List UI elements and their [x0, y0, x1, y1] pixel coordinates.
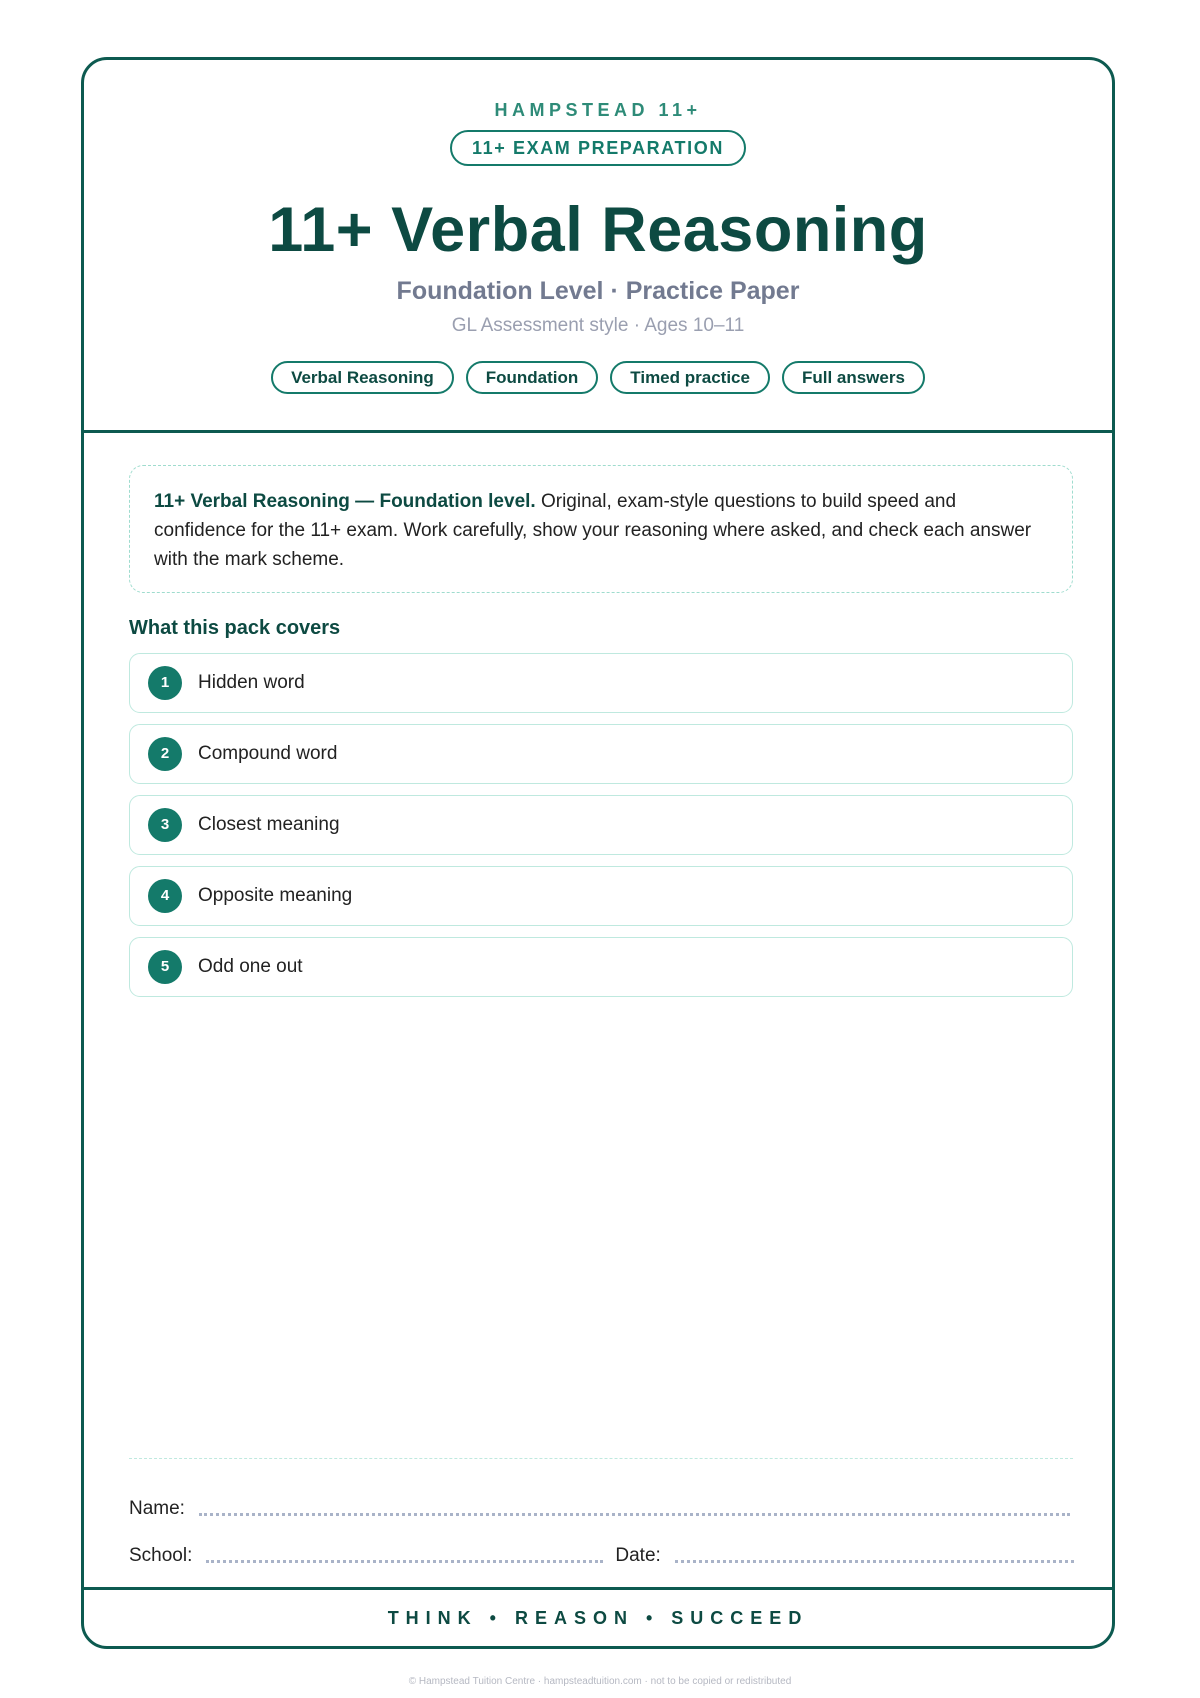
- brand-name: HAMPSTEAD 11+: [494, 100, 702, 120]
- school-label: School:: [129, 1545, 193, 1566]
- item-label: Closest meaning: [198, 814, 340, 835]
- page-title: 11+ Verbal Reasoning: [268, 195, 928, 265]
- item-label: Opposite meaning: [198, 885, 353, 906]
- intro-box: [129, 465, 1073, 593]
- tag-verbal-reasoning: Verbal Reasoning: [271, 361, 454, 394]
- list-item: [129, 653, 1073, 713]
- item-number-badge: 1: [148, 666, 182, 700]
- exam-prep-badge: 11+ EXAM PREPARATION: [450, 130, 746, 166]
- contents-title: What this pack covers: [129, 617, 341, 639]
- item-number-badge: 4: [148, 879, 182, 913]
- list-item: [129, 937, 1073, 997]
- page-subtitle: Foundation Level · Practice Paper: [396, 277, 800, 305]
- school-field[interactable]: [206, 1560, 603, 1563]
- copyright-notice: © Hampstead Tuition Centre · hampsteadtuition.com · not to be copied or redistributed: [408, 1676, 792, 1687]
- date-label: Date:: [615, 1545, 661, 1566]
- form-divider: [129, 1458, 1073, 1459]
- school-date-row: [129, 1545, 1074, 1567]
- contents-list: [129, 653, 1073, 1008]
- page-meta: GL Assessment style · Ages 10–11: [451, 315, 745, 336]
- name-field[interactable]: [199, 1513, 1070, 1516]
- intro-text: Original, exam-style questions to build speed and confidence for the 11+ exam. Work carefully, show your reasoning where asked, and check each answer with the mark scheme.: [154, 491, 1032, 570]
- item-number-badge: 3: [148, 808, 182, 842]
- item-number-badge: 2: [148, 737, 182, 771]
- date-field[interactable]: [675, 1560, 1074, 1563]
- footer-motto: THINK • REASON • SUCCEED: [84, 1587, 1112, 1646]
- header: [84, 60, 1112, 433]
- tag-list: [84, 361, 1112, 394]
- name-row: [129, 1498, 1070, 1520]
- tag-timed-practice: Timed practice: [610, 361, 770, 394]
- page-frame: [81, 57, 1115, 1649]
- item-number-badge: 5: [148, 950, 182, 984]
- list-item: [129, 795, 1073, 855]
- intro-heading: 11+ Verbal Reasoning — Foundation level.: [154, 491, 536, 512]
- tag-full-answers: Full answers: [782, 361, 925, 394]
- item-label: Odd one out: [198, 956, 303, 977]
- tag-foundation: Foundation: [466, 361, 599, 394]
- list-item: [129, 866, 1073, 926]
- list-item: [129, 724, 1073, 784]
- item-label: Hidden word: [198, 672, 305, 693]
- item-label: Compound word: [198, 743, 338, 764]
- name-label: Name:: [129, 1498, 185, 1519]
